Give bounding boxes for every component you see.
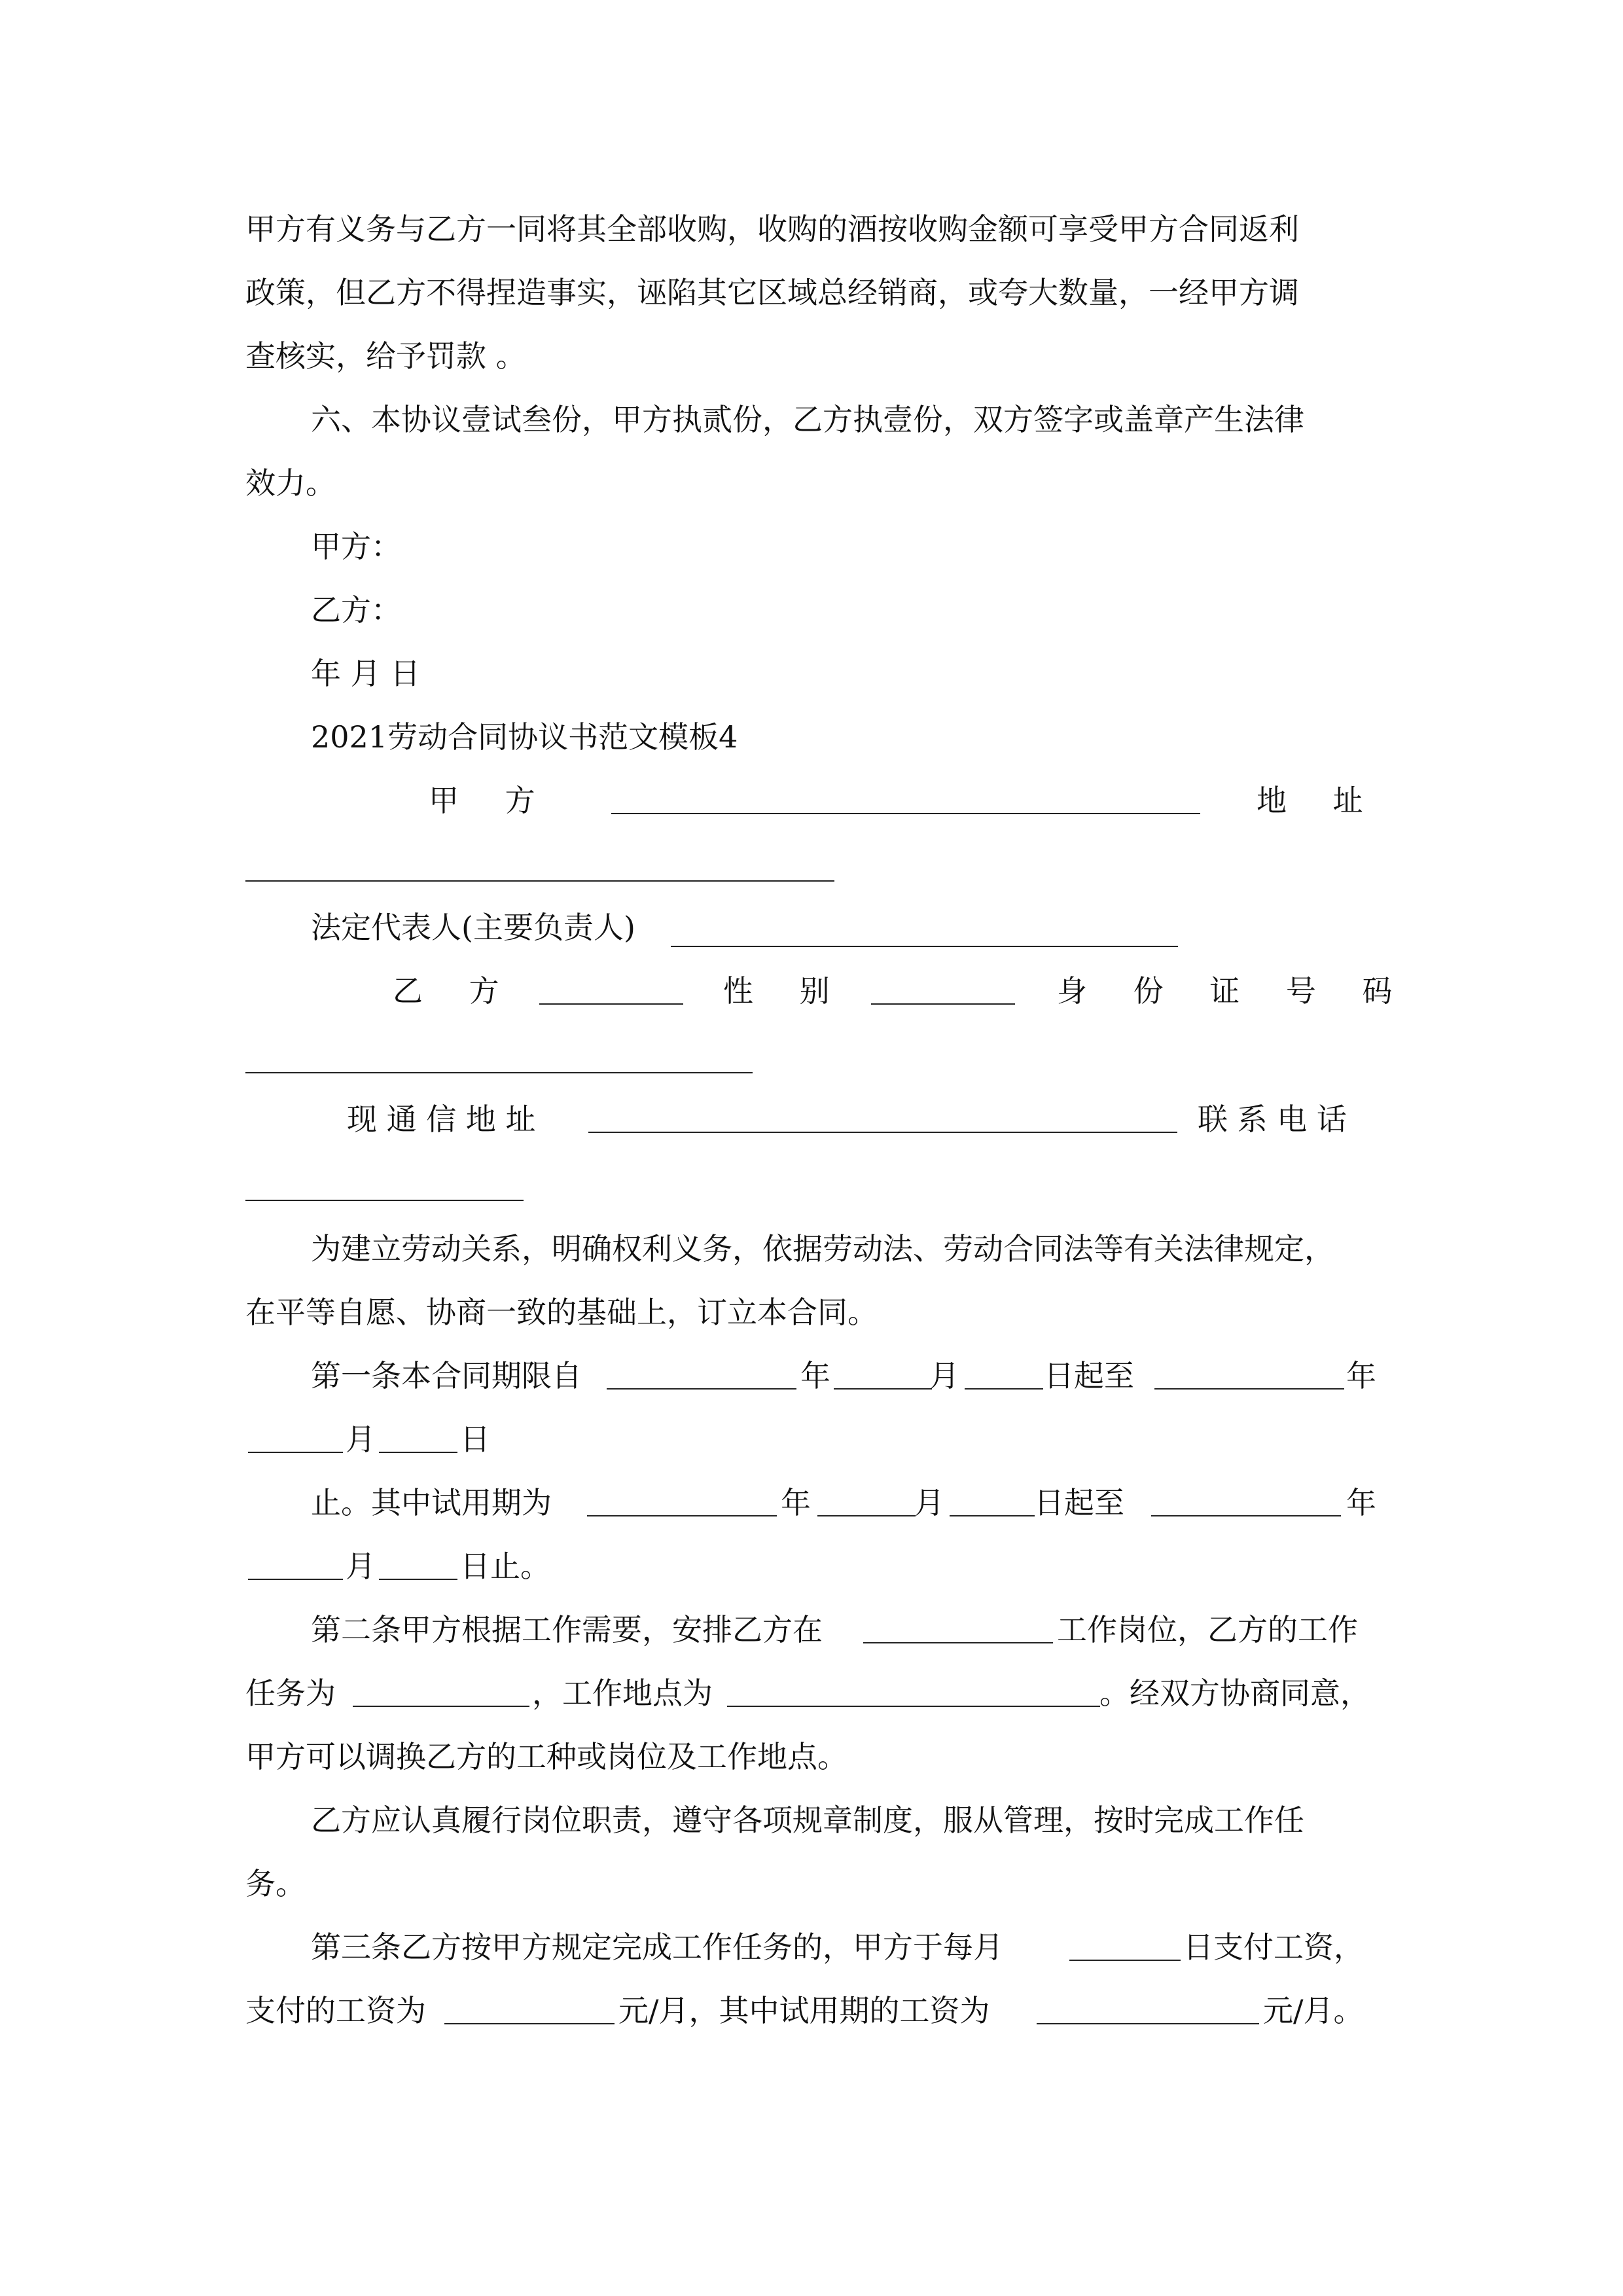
probation-start-month-blank[interactable] bbox=[817, 1484, 916, 1516]
party-b-label: 乙 方 bbox=[393, 973, 518, 1009]
end-year-blank[interactable] bbox=[1154, 1357, 1344, 1390]
address-blank[interactable] bbox=[245, 880, 834, 882]
probation-start-day-blank[interactable] bbox=[950, 1484, 1035, 1516]
id-number-blank[interactable] bbox=[245, 1072, 753, 1073]
legal-rep-blank[interactable] bbox=[671, 946, 1178, 947]
gender-label: 性 别 bbox=[723, 973, 848, 1009]
article-1-line: 第一条本合同期限自 年 月 日起至 年 bbox=[311, 1358, 1376, 1393]
probation-start-year-blank[interactable] bbox=[587, 1484, 777, 1516]
probation-line: 月 日止。 bbox=[245, 1543, 1378, 1589]
clause-six-line: 六、本协议壹试叁份，甲方执贰份，乙方执壹份，双方签字或盖章产生法律 bbox=[311, 402, 1304, 437]
party-b-row bbox=[245, 968, 1411, 1014]
signature-party-b: 乙方： bbox=[311, 592, 401, 628]
probation-line: 止。其中试用期为 年 月 日起至 年 bbox=[311, 1485, 1376, 1520]
article-3-line: 第三条乙方按甲方规定完成工作任务的，甲方于每月 日支付工资， bbox=[311, 1929, 1364, 1965]
intro-line: 为建立劳动关系，明确权利义务，依据劳动法、劳动合同法等有关法律规定， bbox=[311, 1231, 1334, 1266]
duty-line: 乙方应认真履行岗位职责，遵守各项规章制度，服从管理，按时完成工作任 bbox=[311, 1803, 1304, 1838]
party-a-label: 甲 方 bbox=[429, 783, 554, 818]
party-a-blank[interactable] bbox=[611, 781, 1200, 814]
pay-day-blank[interactable] bbox=[1069, 1928, 1181, 1961]
signature-date: 年 月 日 bbox=[311, 656, 421, 691]
current-address-label: 现 通 信 地 址 bbox=[347, 1102, 536, 1137]
party-b-blank[interactable] bbox=[539, 972, 683, 1005]
salary-blank[interactable] bbox=[444, 1992, 615, 2024]
phone-label: 联 系 电 话 bbox=[1198, 1102, 1347, 1137]
signature-party-a: 甲方： bbox=[311, 529, 401, 564]
legal-rep-row bbox=[311, 905, 1443, 950]
paragraph-line: 查核实，给予罚款 。 bbox=[245, 338, 526, 374]
start-year-blank[interactable] bbox=[607, 1357, 796, 1390]
paragraph-line: 政策，但乙方不得捏造事实，诬陷其它区域总经销商，或夸大数量，一经甲方调 bbox=[245, 275, 1299, 310]
phone-blank[interactable] bbox=[245, 1200, 524, 1201]
article-2-line: 任务为 ，工作地点为 。经双方协商同意， bbox=[245, 1676, 1370, 1711]
probation-end-day-blank[interactable] bbox=[379, 1547, 457, 1580]
job-task-blank[interactable] bbox=[353, 1674, 529, 1707]
id-number-label: 身 份 证 号 码 bbox=[1057, 973, 1411, 1009]
article-2-line: 甲方可以调换乙方的工种或岗位及工作地点。 bbox=[245, 1739, 847, 1774]
current-address-blank[interactable] bbox=[588, 1100, 1177, 1133]
probation-salary-blank[interactable] bbox=[1037, 1992, 1259, 2024]
job-position-blank[interactable] bbox=[863, 1611, 1053, 1643]
probation-end-year-blank[interactable] bbox=[1151, 1484, 1341, 1516]
article-2-line: 第二条甲方根据工作需要，安排乙方在 工作岗位，乙方的工作 bbox=[311, 1612, 1358, 1647]
address-label: 地 址 bbox=[1257, 783, 1382, 818]
party-a-row bbox=[245, 778, 1382, 823]
end-day-blank[interactable] bbox=[379, 1420, 457, 1453]
start-day-blank[interactable] bbox=[965, 1357, 1043, 1390]
legal-rep-label: 法定代表人(主要负责人) bbox=[311, 910, 635, 945]
contact-row bbox=[245, 1096, 1378, 1142]
intro-line: 在平等自愿、协商一致的基础上，订立本合同。 bbox=[245, 1295, 878, 1330]
gender-blank[interactable] bbox=[871, 972, 1015, 1005]
start-month-blank[interactable] bbox=[834, 1357, 932, 1390]
template-title: 2021劳动合同协议书范文模板4 bbox=[311, 719, 738, 755]
end-month-blank[interactable] bbox=[248, 1420, 343, 1453]
probation-end-month-blank[interactable] bbox=[248, 1547, 343, 1580]
article-3-line: 支付的工资为 元/月，其中试用期的工资为 元/月。 bbox=[245, 1993, 1364, 2028]
paragraph-line: 甲方有义务与乙方一同将其全部收购，收购的酒按收购金额可享受甲方合同返利 bbox=[245, 211, 1299, 247]
clause-six-line: 效力。 bbox=[245, 465, 336, 501]
duty-line: 务。 bbox=[245, 1866, 306, 1901]
article-1-line: 月 日 bbox=[245, 1416, 1378, 1462]
work-location-blank[interactable] bbox=[727, 1674, 1100, 1707]
